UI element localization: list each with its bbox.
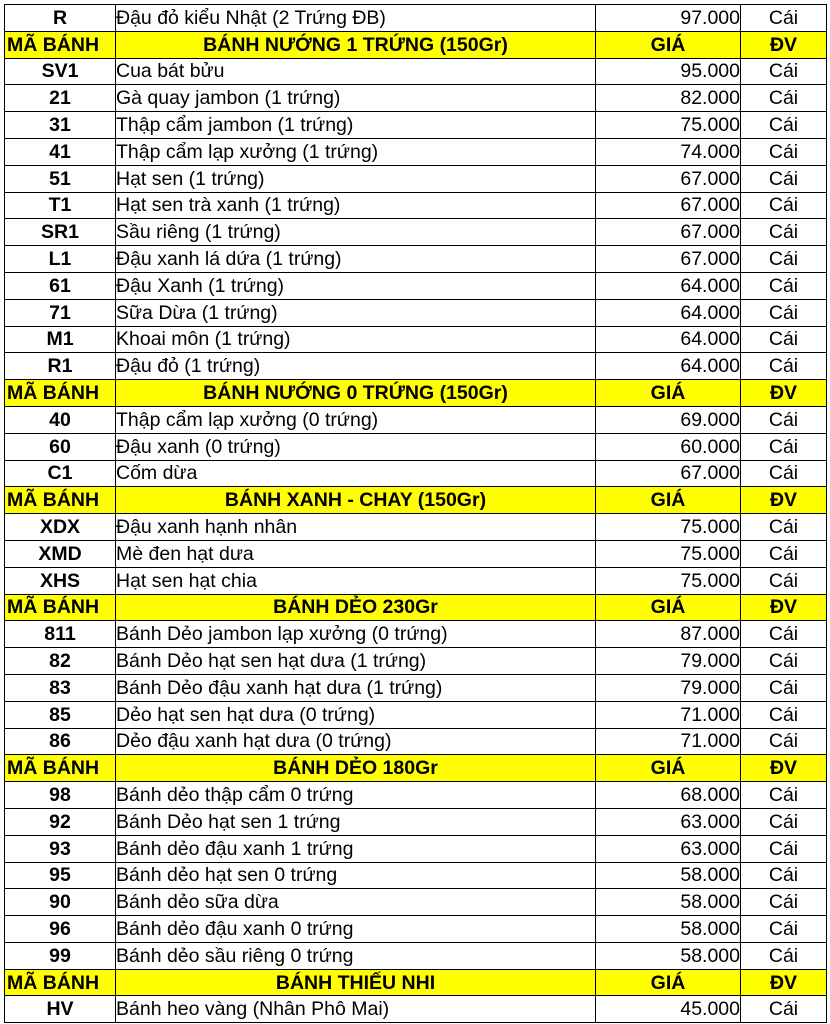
cake-unit: Cái bbox=[741, 648, 827, 675]
column-header-price: GIÁ bbox=[596, 755, 741, 782]
cake-code: T1 bbox=[5, 192, 116, 219]
cake-unit: Cái bbox=[741, 674, 827, 701]
cake-code: 60 bbox=[5, 433, 116, 460]
cake-unit: Cái bbox=[741, 540, 827, 567]
table-row bbox=[5, 835, 827, 862]
section-title: BÁNH DẺO 230Gr bbox=[116, 594, 596, 621]
table-row bbox=[5, 326, 827, 353]
table-row bbox=[5, 782, 827, 809]
cake-unit: Cái bbox=[741, 406, 827, 433]
column-header-unit: ĐV bbox=[741, 594, 827, 621]
cake-price: 87.000 bbox=[596, 621, 741, 648]
section-header-row bbox=[5, 755, 827, 782]
cake-code: R1 bbox=[5, 353, 116, 380]
cake-name: Đậu xanh lá dứa (1 trứng) bbox=[116, 246, 596, 273]
cake-code: HV bbox=[5, 996, 116, 1023]
column-header-code: MÃ BÁNH bbox=[5, 487, 116, 514]
column-header-price: GIÁ bbox=[596, 969, 741, 996]
cake-name: Sữa Dừa (1 trứng) bbox=[116, 299, 596, 326]
cake-unit: Cái bbox=[741, 701, 827, 728]
cake-price: 97.000 bbox=[596, 5, 741, 32]
cake-price: 68.000 bbox=[596, 782, 741, 809]
cake-unit: Cái bbox=[741, 353, 827, 380]
column-header-unit: ĐV bbox=[741, 380, 827, 407]
cake-unit: Cái bbox=[741, 916, 827, 943]
cake-unit: Cái bbox=[741, 246, 827, 273]
table-row bbox=[5, 112, 827, 139]
cake-unit: Cái bbox=[741, 85, 827, 112]
column-header-code: MÃ BÁNH bbox=[5, 31, 116, 58]
table-row bbox=[5, 942, 827, 969]
cake-code: 51 bbox=[5, 165, 116, 192]
cake-code: 85 bbox=[5, 701, 116, 728]
cake-code: 41 bbox=[5, 138, 116, 165]
cake-price: 75.000 bbox=[596, 514, 741, 541]
table-row bbox=[5, 433, 827, 460]
cake-name: Bánh dẻo đậu xanh 0 trứng bbox=[116, 916, 596, 943]
cake-unit: Cái bbox=[741, 165, 827, 192]
cake-unit: Cái bbox=[741, 219, 827, 246]
table-row bbox=[5, 621, 827, 648]
section-title: BÁNH DẺO 180Gr bbox=[116, 755, 596, 782]
table-row bbox=[5, 219, 827, 246]
column-header-price: GIÁ bbox=[596, 594, 741, 621]
cake-price: 58.000 bbox=[596, 916, 741, 943]
cake-unit: Cái bbox=[741, 567, 827, 594]
cake-code: 99 bbox=[5, 942, 116, 969]
cake-price: 67.000 bbox=[596, 219, 741, 246]
table-row bbox=[5, 996, 827, 1023]
cake-unit: Cái bbox=[741, 996, 827, 1023]
table-row bbox=[5, 165, 827, 192]
cake-code: 92 bbox=[5, 808, 116, 835]
cake-code: XDX bbox=[5, 514, 116, 541]
table-row bbox=[5, 808, 827, 835]
cake-unit: Cái bbox=[741, 728, 827, 755]
cake-code: 98 bbox=[5, 782, 116, 809]
price-list-table bbox=[4, 4, 827, 1023]
cake-name: Đậu đỏ kiểu Nhật (2 Trứng ĐB) bbox=[116, 5, 596, 32]
cake-name: Bánh dẻo sầu riêng 0 trứng bbox=[116, 942, 596, 969]
cake-unit: Cái bbox=[741, 942, 827, 969]
section-title: BÁNH NƯỚNG 1 TRỨNG (150Gr) bbox=[116, 31, 596, 58]
cake-name: Bánh dẻo hạt sen 0 trứng bbox=[116, 862, 596, 889]
cake-name: Sầu riêng (1 trứng) bbox=[116, 219, 596, 246]
cake-name: Bánh Dẻo hạt sen hạt dưa (1 trứng) bbox=[116, 648, 596, 675]
table-row bbox=[5, 353, 827, 380]
cake-price: 67.000 bbox=[596, 246, 741, 273]
cake-name: Đậu đỏ (1 trứng) bbox=[116, 353, 596, 380]
cake-code: 83 bbox=[5, 674, 116, 701]
cake-price: 74.000 bbox=[596, 138, 741, 165]
cake-code: 71 bbox=[5, 299, 116, 326]
table-row bbox=[5, 58, 827, 85]
section-header-row bbox=[5, 31, 827, 58]
column-header-code: MÃ BÁNH bbox=[5, 380, 116, 407]
cake-unit: Cái bbox=[741, 58, 827, 85]
cake-price: 58.000 bbox=[596, 862, 741, 889]
cake-price: 71.000 bbox=[596, 728, 741, 755]
cake-name: Mè đen hạt dưa bbox=[116, 540, 596, 567]
table-row bbox=[5, 192, 827, 219]
section-title: BÁNH THIẾU NHI bbox=[116, 969, 596, 996]
column-header-code: MÃ BÁNH bbox=[5, 969, 116, 996]
table-row bbox=[5, 862, 827, 889]
cake-price: 45.000 bbox=[596, 996, 741, 1023]
cake-code: C1 bbox=[5, 460, 116, 487]
cake-name: Bánh dẻo thập cẩm 0 trứng bbox=[116, 782, 596, 809]
cake-code: L1 bbox=[5, 246, 116, 273]
table-row bbox=[5, 272, 827, 299]
table-row bbox=[5, 674, 827, 701]
cake-price: 63.000 bbox=[596, 808, 741, 835]
cake-price: 60.000 bbox=[596, 433, 741, 460]
cake-name: Gà quay jambon (1 trứng) bbox=[116, 85, 596, 112]
cake-price: 67.000 bbox=[596, 165, 741, 192]
cake-name: Dẻo đậu xanh hạt dưa (0 trứng) bbox=[116, 728, 596, 755]
cake-name: Cua bát bửu bbox=[116, 58, 596, 85]
cake-code: 21 bbox=[5, 85, 116, 112]
cake-price: 58.000 bbox=[596, 942, 741, 969]
cake-name: Dẻo hạt sen hạt dưa (0 trứng) bbox=[116, 701, 596, 728]
section-header-row bbox=[5, 969, 827, 996]
cake-code: 31 bbox=[5, 112, 116, 139]
cake-name: Hạt sen hạt chia bbox=[116, 567, 596, 594]
table-row bbox=[5, 540, 827, 567]
column-header-code: MÃ BÁNH bbox=[5, 755, 116, 782]
cake-price: 64.000 bbox=[596, 299, 741, 326]
table-row bbox=[5, 85, 827, 112]
cake-unit: Cái bbox=[741, 138, 827, 165]
cake-name: Cốm dừa bbox=[116, 460, 596, 487]
cake-price: 58.000 bbox=[596, 889, 741, 916]
cake-price: 63.000 bbox=[596, 835, 741, 862]
cake-unit: Cái bbox=[741, 808, 827, 835]
column-header-unit: ĐV bbox=[741, 969, 827, 996]
cake-unit: Cái bbox=[741, 299, 827, 326]
cake-price: 75.000 bbox=[596, 540, 741, 567]
cake-unit: Cái bbox=[741, 835, 827, 862]
cake-code: 811 bbox=[5, 621, 116, 648]
cake-code: 95 bbox=[5, 862, 116, 889]
cake-name: Đậu xanh hạnh nhân bbox=[116, 514, 596, 541]
section-title: BÁNH XANH - CHAY (150Gr) bbox=[116, 487, 596, 514]
table-row bbox=[5, 299, 827, 326]
table-row bbox=[5, 701, 827, 728]
cake-price: 79.000 bbox=[596, 648, 741, 675]
cake-name: Bánh heo vàng (Nhân Phô Mai) bbox=[116, 996, 596, 1023]
cake-code: M1 bbox=[5, 326, 116, 353]
cake-code: XMD bbox=[5, 540, 116, 567]
table-row bbox=[5, 514, 827, 541]
cake-code: 90 bbox=[5, 889, 116, 916]
cake-name: Đậu Xanh (1 trứng) bbox=[116, 272, 596, 299]
table-row bbox=[5, 889, 827, 916]
column-header-price: GIÁ bbox=[596, 31, 741, 58]
section-title: BÁNH NƯỚNG 0 TRỨNG (150Gr) bbox=[116, 380, 596, 407]
cake-code: SR1 bbox=[5, 219, 116, 246]
cake-name: Bánh Dẻo đậu xanh hạt dưa (1 trứng) bbox=[116, 674, 596, 701]
table-row bbox=[5, 728, 827, 755]
cake-name: Thập cẩm lạp xưởng (0 trứng) bbox=[116, 406, 596, 433]
section-header-row bbox=[5, 487, 827, 514]
table-row bbox=[5, 246, 827, 273]
cake-name: Khoai môn (1 trứng) bbox=[116, 326, 596, 353]
cake-unit: Cái bbox=[741, 514, 827, 541]
table-row bbox=[5, 648, 827, 675]
table-row bbox=[5, 5, 827, 32]
cake-price: 75.000 bbox=[596, 112, 741, 139]
cake-unit: Cái bbox=[741, 460, 827, 487]
cake-name: Bánh Dẻo jambon lạp xưởng (0 trứng) bbox=[116, 621, 596, 648]
cake-code: 93 bbox=[5, 835, 116, 862]
table-row bbox=[5, 567, 827, 594]
cake-unit: Cái bbox=[741, 621, 827, 648]
cake-price: 64.000 bbox=[596, 353, 741, 380]
column-header-unit: ĐV bbox=[741, 755, 827, 782]
cake-price: 75.000 bbox=[596, 567, 741, 594]
cake-price: 67.000 bbox=[596, 192, 741, 219]
cake-price: 79.000 bbox=[596, 674, 741, 701]
table-row bbox=[5, 916, 827, 943]
cake-code: 82 bbox=[5, 648, 116, 675]
column-header-code: MÃ BÁNH bbox=[5, 594, 116, 621]
section-header-row bbox=[5, 380, 827, 407]
table-row bbox=[5, 460, 827, 487]
cake-name: Đậu xanh (0 trứng) bbox=[116, 433, 596, 460]
section-header-row bbox=[5, 594, 827, 621]
price-list-body bbox=[5, 5, 827, 1023]
cake-unit: Cái bbox=[741, 112, 827, 139]
cake-name: Thập cẩm jambon (1 trứng) bbox=[116, 112, 596, 139]
cake-code: 86 bbox=[5, 728, 116, 755]
table-row bbox=[5, 406, 827, 433]
cake-name: Bánh Dẻo hạt sen 1 trứng bbox=[116, 808, 596, 835]
cake-price: 82.000 bbox=[596, 85, 741, 112]
table-row bbox=[5, 138, 827, 165]
cake-code: XHS bbox=[5, 567, 116, 594]
column-header-unit: ĐV bbox=[741, 487, 827, 514]
cake-name: Hạt sen trà xanh (1 trứng) bbox=[116, 192, 596, 219]
cake-price: 69.000 bbox=[596, 406, 741, 433]
cake-unit: Cái bbox=[741, 889, 827, 916]
cake-unit: Cái bbox=[741, 326, 827, 353]
cake-name: Thập cẩm lạp xưởng (1 trứng) bbox=[116, 138, 596, 165]
cake-code: 61 bbox=[5, 272, 116, 299]
cake-code: SV1 bbox=[5, 58, 116, 85]
column-header-price: GIÁ bbox=[596, 380, 741, 407]
cake-unit: Cái bbox=[741, 862, 827, 889]
cake-unit: Cái bbox=[741, 5, 827, 32]
column-header-unit: ĐV bbox=[741, 31, 827, 58]
cake-price: 71.000 bbox=[596, 701, 741, 728]
cake-unit: Cái bbox=[741, 192, 827, 219]
cake-unit: Cái bbox=[741, 433, 827, 460]
cake-price: 64.000 bbox=[596, 272, 741, 299]
cake-code: 40 bbox=[5, 406, 116, 433]
cake-code: 96 bbox=[5, 916, 116, 943]
cake-price: 67.000 bbox=[596, 460, 741, 487]
cake-name: Bánh dẻo đậu xanh 1 trứng bbox=[116, 835, 596, 862]
cake-unit: Cái bbox=[741, 782, 827, 809]
column-header-price: GIÁ bbox=[596, 487, 741, 514]
cake-unit: Cái bbox=[741, 272, 827, 299]
cake-price: 64.000 bbox=[596, 326, 741, 353]
cake-name: Bánh dẻo sữa dừa bbox=[116, 889, 596, 916]
cake-name: Hạt sen (1 trứng) bbox=[116, 165, 596, 192]
cake-price: 95.000 bbox=[596, 58, 741, 85]
cake-code: R bbox=[5, 5, 116, 32]
